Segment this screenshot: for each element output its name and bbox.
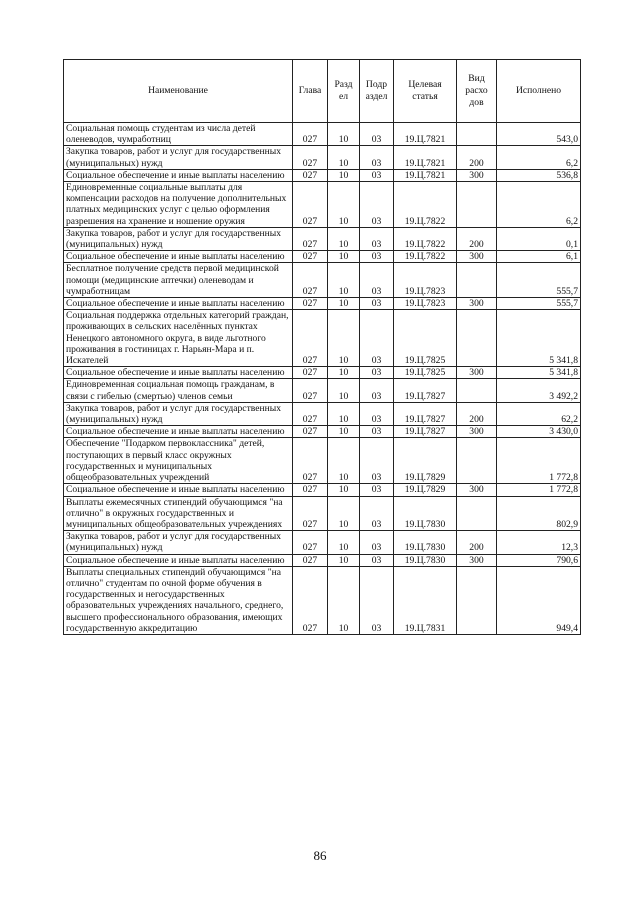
- table-row: [64, 251, 581, 263]
- cell-executed: 1 772,8: [497, 484, 581, 496]
- cell-section: 10: [328, 251, 360, 263]
- cell-name: Социальное обеспечение и иные выплаты населению: [64, 251, 293, 263]
- cell-executed: 1 772,8: [497, 438, 581, 484]
- cell-target: 19.Ц.7822: [394, 227, 457, 250]
- cell-chapter: 027: [293, 227, 328, 250]
- cell-section: 10: [328, 484, 360, 496]
- cell-subsection: 03: [360, 426, 394, 438]
- cell-executed: 790,6: [497, 554, 581, 566]
- header-subsection: Подр аздел: [360, 60, 394, 123]
- cell-section: 10: [328, 438, 360, 484]
- cell-expense-type: 300: [457, 367, 497, 379]
- cell-target: 19.Ц.7821: [394, 123, 457, 146]
- table-row: [64, 182, 581, 228]
- cell-section: 10: [328, 426, 360, 438]
- cell-chapter: 027: [293, 251, 328, 263]
- cell-section: 10: [328, 263, 360, 298]
- cell-target: 19.Ц.7821: [394, 169, 457, 181]
- table-row: [64, 310, 581, 367]
- cell-target: 19.Ц.7830: [394, 554, 457, 566]
- cell-section: 10: [328, 379, 360, 402]
- cell-subsection: 03: [360, 367, 394, 379]
- cell-name: Бесплатное получение средств первой медицинской помощи (медицинские аптечки) оленеводам и чумработницам: [64, 263, 293, 298]
- table-row: [64, 263, 581, 298]
- table-row: [64, 554, 581, 566]
- cell-target: 19.Ц.7827: [394, 379, 457, 402]
- table-row: [64, 496, 581, 531]
- cell-target: 19.Ц.7823: [394, 298, 457, 310]
- cell-chapter: 027: [293, 298, 328, 310]
- cell-subsection: 03: [360, 438, 394, 484]
- table-body: [64, 123, 581, 635]
- cell-target: 19.Ц.7823: [394, 263, 457, 298]
- table-header-row: [64, 60, 581, 123]
- cell-chapter: 027: [293, 402, 328, 425]
- cell-executed: 3 492,2: [497, 379, 581, 402]
- page-number: 86: [313, 848, 327, 863]
- cell-chapter: 027: [293, 367, 328, 379]
- cell-name: Социальное обеспечение и иные выплаты населению: [64, 169, 293, 181]
- cell-name: Социальная поддержка отдельных категорий граждан, проживающих в сельских населённых пунктах Ненецкого автономного округа, в виде льготного проживания в гостиницах г. Нарьян-Мара и п. Искателей: [64, 310, 293, 367]
- cell-subsection: 03: [360, 146, 394, 169]
- cell-section: 10: [328, 227, 360, 250]
- cell-chapter: 027: [293, 426, 328, 438]
- cell-executed: 62,2: [497, 402, 581, 425]
- cell-section: 10: [328, 146, 360, 169]
- cell-chapter: 027: [293, 496, 328, 531]
- cell-expense-type: [457, 123, 497, 146]
- cell-subsection: 03: [360, 496, 394, 531]
- cell-name: Социальное обеспечение и иные выплаты населению: [64, 554, 293, 566]
- table-row: [64, 146, 581, 169]
- cell-section: 10: [328, 367, 360, 379]
- cell-executed: 12,3: [497, 531, 581, 554]
- cell-expense-type: 200: [457, 227, 497, 250]
- cell-subsection: 03: [360, 227, 394, 250]
- cell-chapter: 027: [293, 310, 328, 367]
- cell-subsection: 03: [360, 379, 394, 402]
- cell-expense-type: [457, 438, 497, 484]
- cell-subsection: 03: [360, 531, 394, 554]
- table-row: [64, 426, 581, 438]
- cell-executed: 555,7: [497, 263, 581, 298]
- cell-subsection: 03: [360, 310, 394, 367]
- cell-chapter: 027: [293, 484, 328, 496]
- cell-target: 19.Ц.7827: [394, 402, 457, 425]
- cell-executed: 5 341,8: [497, 367, 581, 379]
- cell-section: 10: [328, 554, 360, 566]
- table-row: [64, 298, 581, 310]
- cell-executed: 5 341,8: [497, 310, 581, 367]
- cell-chapter: 027: [293, 566, 328, 634]
- table-row: [64, 402, 581, 425]
- cell-target: 19.Ц.7830: [394, 496, 457, 531]
- cell-target: 19.Ц.7825: [394, 367, 457, 379]
- table-row: [64, 379, 581, 402]
- cell-name: Единовременные социальные выплаты для компенсации расходов на получение дополнительных платных медицинских услуг с целью оформления разрешения на хранение и ношение оружия: [64, 182, 293, 228]
- cell-section: 10: [328, 566, 360, 634]
- cell-executed: 949,4: [497, 566, 581, 634]
- cell-target: 19.Ц.7822: [394, 251, 457, 263]
- table-row: [64, 169, 581, 181]
- cell-section: 10: [328, 298, 360, 310]
- cell-expense-type: [457, 263, 497, 298]
- header-target: Целевая статья: [394, 60, 457, 123]
- cell-executed: 6,1: [497, 251, 581, 263]
- budget-table: [63, 59, 581, 635]
- cell-chapter: 027: [293, 169, 328, 181]
- table-row: [64, 438, 581, 484]
- cell-target: 19.Ц.7831: [394, 566, 457, 634]
- cell-expense-type: 200: [457, 146, 497, 169]
- cell-subsection: 03: [360, 123, 394, 146]
- cell-expense-type: 200: [457, 531, 497, 554]
- header-chapter: Глава: [293, 60, 328, 123]
- cell-section: 10: [328, 496, 360, 531]
- cell-target: 19.Ц.7821: [394, 146, 457, 169]
- cell-chapter: 027: [293, 379, 328, 402]
- cell-target: 19.Ц.7827: [394, 426, 457, 438]
- table-row: [64, 484, 581, 496]
- cell-executed: 555,7: [497, 298, 581, 310]
- cell-executed: 0,1: [497, 227, 581, 250]
- cell-expense-type: 300: [457, 251, 497, 263]
- header-section: Разд ел: [328, 60, 360, 123]
- cell-target: 19.Ц.7829: [394, 484, 457, 496]
- cell-name: Выплаты специальных стипендий обучающимся "на отлично" студентам по очной форме обучения в государственных и негосударственных образовательных учреждениях начального, среднего, высшего профессионального образования, имеющих государственную аккредитацию: [64, 566, 293, 634]
- cell-name: Социальное обеспечение и иные выплаты населению: [64, 367, 293, 379]
- header-expense-type: Вид расхо дов: [457, 60, 497, 123]
- cell-name: Социальная помощь студентам из числа детей оленеводов, чумработниц: [64, 123, 293, 146]
- cell-expense-type: 300: [457, 554, 497, 566]
- cell-executed: 543,0: [497, 123, 581, 146]
- cell-target: 19.Ц.7825: [394, 310, 457, 367]
- table-row: [64, 531, 581, 554]
- cell-subsection: 03: [360, 566, 394, 634]
- cell-subsection: 03: [360, 169, 394, 181]
- cell-target: 19.Ц.7829: [394, 438, 457, 484]
- cell-executed: 802,9: [497, 496, 581, 531]
- cell-name: Единовременная социальная помощь гражданам, в связи с гибелью (смертью) членов семьи: [64, 379, 293, 402]
- cell-subsection: 03: [360, 182, 394, 228]
- cell-name: Закупка товаров, работ и услуг для государственных (муниципальных) нужд: [64, 402, 293, 425]
- table-row: [64, 367, 581, 379]
- cell-chapter: 027: [293, 554, 328, 566]
- cell-subsection: 03: [360, 298, 394, 310]
- cell-expense-type: 300: [457, 298, 497, 310]
- cell-chapter: 027: [293, 123, 328, 146]
- table-row: [64, 566, 581, 634]
- cell-subsection: 03: [360, 263, 394, 298]
- cell-name: Социальное обеспечение и иные выплаты населению: [64, 298, 293, 310]
- cell-chapter: 027: [293, 182, 328, 228]
- header-name: Наименование: [64, 60, 293, 123]
- cell-chapter: 027: [293, 531, 328, 554]
- cell-subsection: 03: [360, 554, 394, 566]
- cell-expense-type: [457, 310, 497, 367]
- cell-chapter: 027: [293, 146, 328, 169]
- cell-section: 10: [328, 182, 360, 228]
- table-row: [64, 123, 581, 146]
- cell-name: Социальное обеспечение и иные выплаты населению: [64, 484, 293, 496]
- cell-name: Закупка товаров, работ и услуг для государственных (муниципальных) нужд: [64, 227, 293, 250]
- cell-name: Закупка товаров, работ и услуг для государственных (муниципальных) нужд: [64, 146, 293, 169]
- cell-expense-type: 300: [457, 426, 497, 438]
- cell-name: Обеспечение "Подарком первоклассника" детей, поступающих в первый класс окружных государственных и муниципальных общеобразовательных учреждений: [64, 438, 293, 484]
- cell-expense-type: [457, 379, 497, 402]
- cell-chapter: 027: [293, 263, 328, 298]
- cell-section: 10: [328, 169, 360, 181]
- cell-expense-type: 200: [457, 402, 497, 425]
- table-row: [64, 227, 581, 250]
- cell-name: Закупка товаров, работ и услуг для государственных (муниципальных) нужд: [64, 531, 293, 554]
- cell-chapter: 027: [293, 438, 328, 484]
- cell-expense-type: 300: [457, 484, 497, 496]
- cell-target: 19.Ц.7830: [394, 531, 457, 554]
- cell-expense-type: [457, 182, 497, 228]
- cell-name: Выплаты ежемесячных стипендий обучающимся "на отлично" в окружных государственных и муниципальных общеобразовательных учреждениях: [64, 496, 293, 531]
- cell-expense-type: [457, 496, 497, 531]
- cell-section: 10: [328, 123, 360, 146]
- cell-section: 10: [328, 531, 360, 554]
- cell-section: 10: [328, 402, 360, 425]
- cell-executed: 6,2: [497, 182, 581, 228]
- cell-executed: 6,2: [497, 146, 581, 169]
- cell-target: 19.Ц.7822: [394, 182, 457, 228]
- cell-expense-type: 300: [457, 169, 497, 181]
- cell-subsection: 03: [360, 484, 394, 496]
- cell-subsection: 03: [360, 402, 394, 425]
- cell-expense-type: [457, 566, 497, 634]
- cell-executed: 536,8: [497, 169, 581, 181]
- cell-name: Социальное обеспечение и иные выплаты населению: [64, 426, 293, 438]
- cell-executed: 3 430,0: [497, 426, 581, 438]
- cell-section: 10: [328, 310, 360, 367]
- header-executed: Исполнено: [497, 60, 581, 123]
- cell-subsection: 03: [360, 251, 394, 263]
